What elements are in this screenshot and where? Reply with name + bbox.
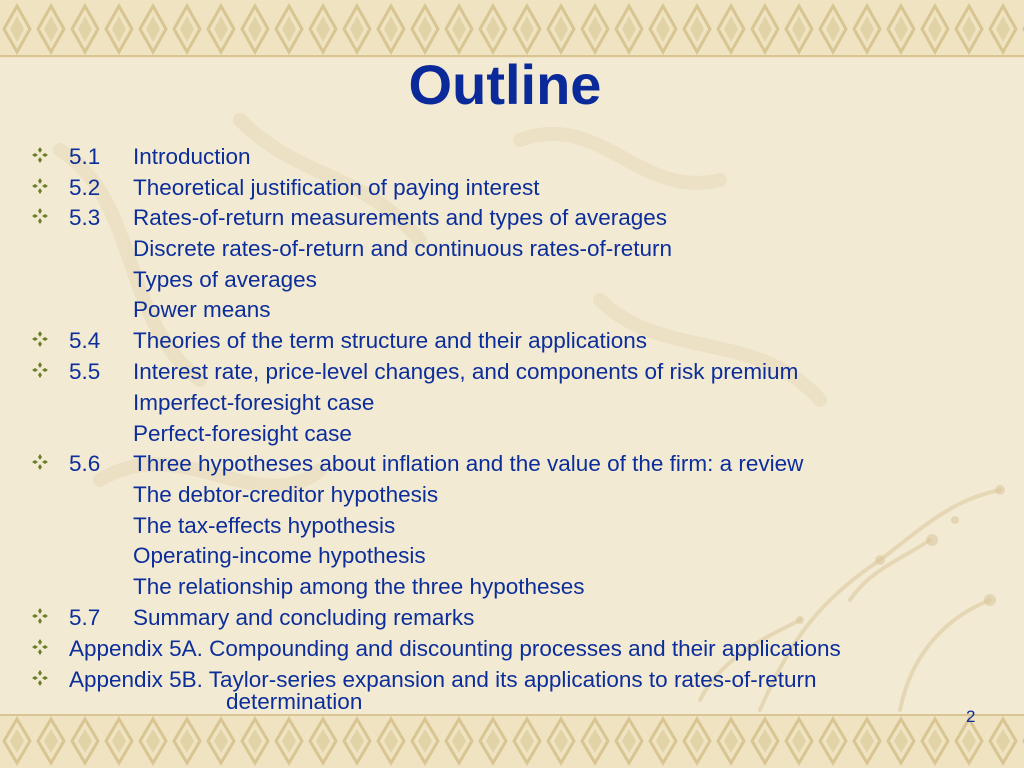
subitem-text: The tax-effects hypothesis [133, 513, 396, 538]
section-number: 5.7 [69, 605, 101, 630]
subitem-text: Imperfect-foresight case [133, 390, 375, 415]
appendix-title: Appendix 5B. Taylor-series expansion and its applications to rates-of-return [69, 667, 817, 692]
section-number: 5.4 [69, 328, 101, 353]
diamond-bullet-icon [32, 608, 48, 624]
diamond-bullet-icon [32, 454, 48, 470]
section-title: Three hypotheses about inflation and the value of the firm: a review [133, 451, 804, 476]
section-number: 5.1 [69, 144, 101, 169]
diamond-bullet-icon [32, 670, 48, 686]
page-number: 2 [966, 707, 976, 726]
diamond-bullet-icon [32, 362, 48, 378]
slide-title: Outline [408, 53, 602, 116]
subitem-text: Perfect-foresight case [133, 421, 352, 446]
appendix-title: Appendix 5A. Compounding and discounting processes and their applications [69, 636, 841, 661]
section-title: Summary and concluding remarks [133, 605, 475, 630]
diamond-bullet-icon [32, 331, 48, 347]
subitem-text: The debtor-creditor hypothesis [133, 482, 439, 507]
diamond-bullet-icon [32, 639, 48, 655]
section-number: 5.2 [69, 175, 101, 200]
decorative-bottom-border [0, 714, 1024, 768]
subitem-text: Power means [133, 297, 271, 322]
subitem-text: Discrete rates-of-return and continuous rates-of-return [133, 236, 672, 261]
section-number: 5.6 [69, 451, 101, 476]
section-title: Theoretical justification of paying interest [133, 175, 540, 200]
diamond-bullet-icon [32, 147, 48, 163]
diamond-bullet-icon [32, 178, 48, 194]
section-title: Theories of the term structure and their applications [133, 328, 648, 353]
diamond-bullet-icon [32, 208, 48, 224]
section-title: Rates-of-return measurements and types of averages [133, 205, 668, 230]
subitem-text: Operating-income hypothesis [133, 543, 426, 568]
decorative-top-border [0, 0, 1024, 58]
section-title: Introduction [133, 144, 251, 169]
section-number: 5.5 [69, 359, 101, 384]
subitem-text: Types of averages [133, 267, 317, 292]
subitem-text: The relationship among the three hypotheses [133, 574, 585, 599]
section-title: Interest rate, price-level changes, and components of risk premium [133, 359, 799, 384]
appendix-continuation: determination [226, 689, 363, 714]
section-number: 5.3 [69, 205, 101, 230]
